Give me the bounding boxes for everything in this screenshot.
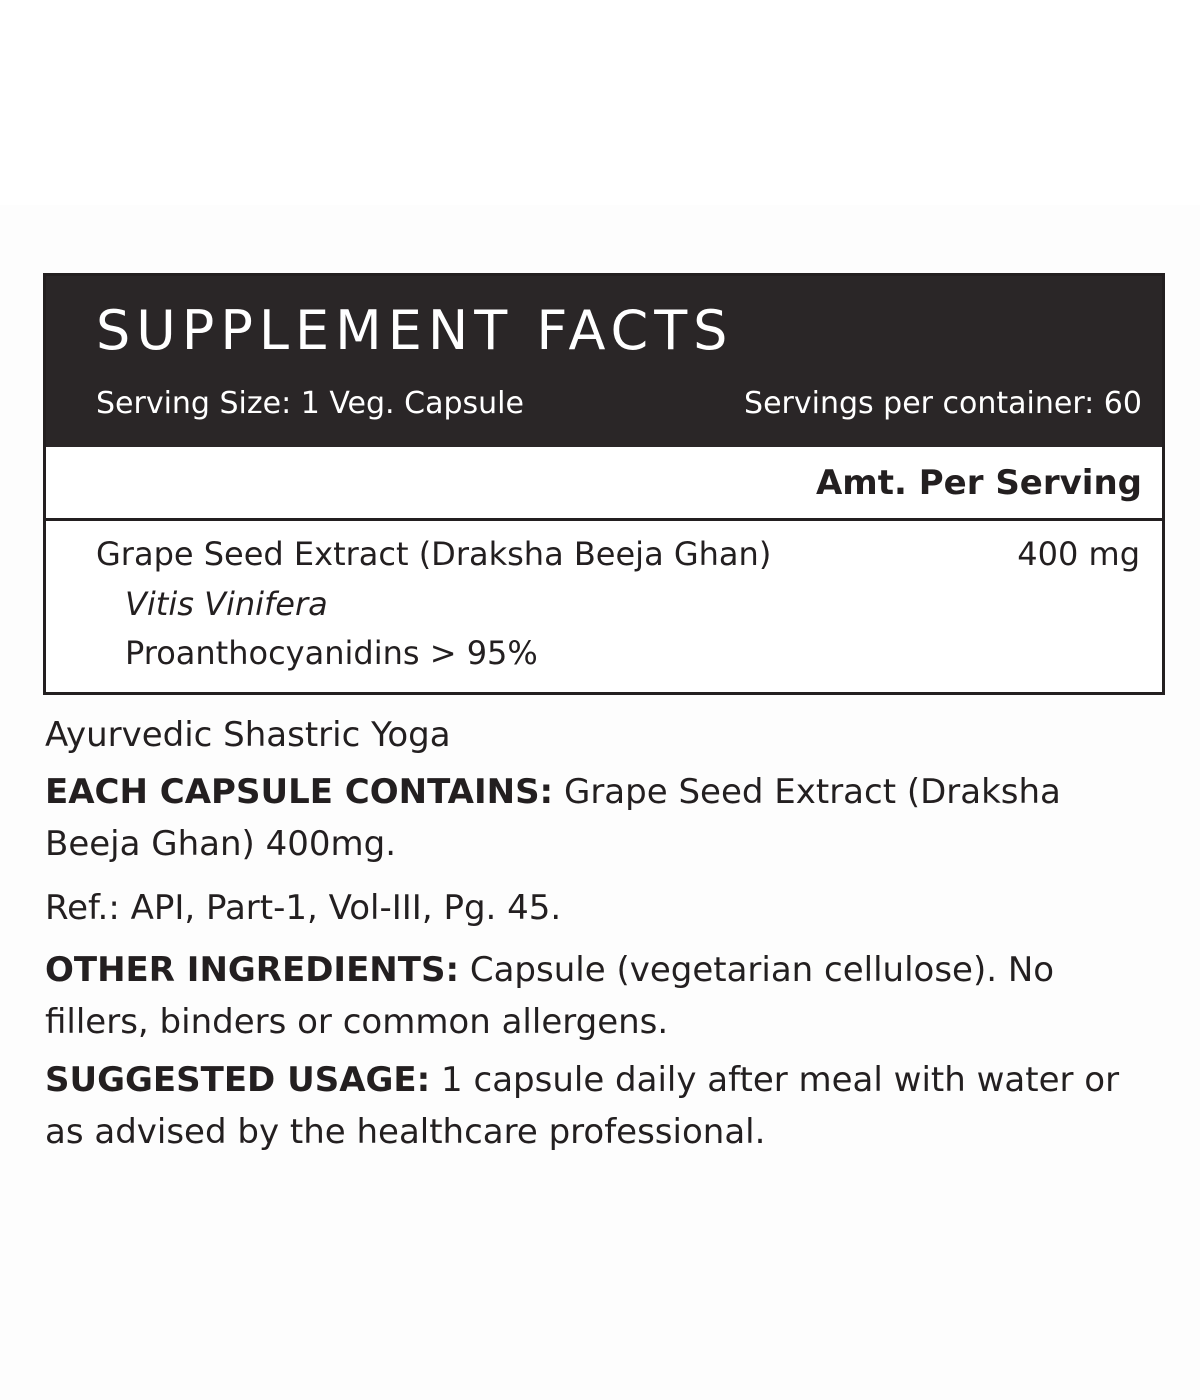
ingredient-standardization: Proanthocyanidins > 95% [125, 634, 538, 672]
ingredient-amount: 400 mg [1017, 535, 1140, 573]
servings-per-container: Servings per container: 60 [744, 386, 1142, 421]
ingredient-name: Grape Seed Extract (Draksha Beeja Ghan) [96, 535, 772, 573]
ayurvedic-yoga-line: Ayurvedic Shastric Yoga [45, 715, 451, 755]
ingredient-latin-name: Vitis Vinifera [125, 585, 328, 623]
each-capsule-label: EACH CAPSULE CONTAINS: [45, 772, 554, 812]
each-capsule-text: Grape Seed Extract (Draksha Beeja Ghan) 400mg. [45, 772, 1061, 864]
suggested-usage-label: SUGGESTED USAGE: [45, 1060, 431, 1100]
amount-per-serving-label: Amt. Per Serving [815, 463, 1142, 503]
suggested-usage [45, 1054, 1155, 1158]
other-ingredients-text: Capsule (vegetarian cellulose). No fillers, binders or common allergens. [45, 950, 1055, 1042]
facts-header [46, 276, 1162, 447]
facts-title: SUPPLEMENT FACTS [96, 299, 734, 362]
reference-line: Ref.: API, Part-1, Vol-III, Pg. 45. [45, 888, 562, 928]
other-ingredients-label: OTHER INGREDIENTS: [45, 950, 460, 990]
serving-size: Serving Size: 1 Veg. Capsule [96, 386, 524, 421]
other-ingredients [45, 944, 1155, 1048]
suggested-usage-text: 1 capsule daily after meal with water or as advised by the healthcare professional. [45, 1060, 1120, 1152]
supplement-facts-panel [43, 273, 1165, 695]
each-capsule-contains [45, 766, 1155, 870]
amount-header-row [46, 447, 1162, 521]
